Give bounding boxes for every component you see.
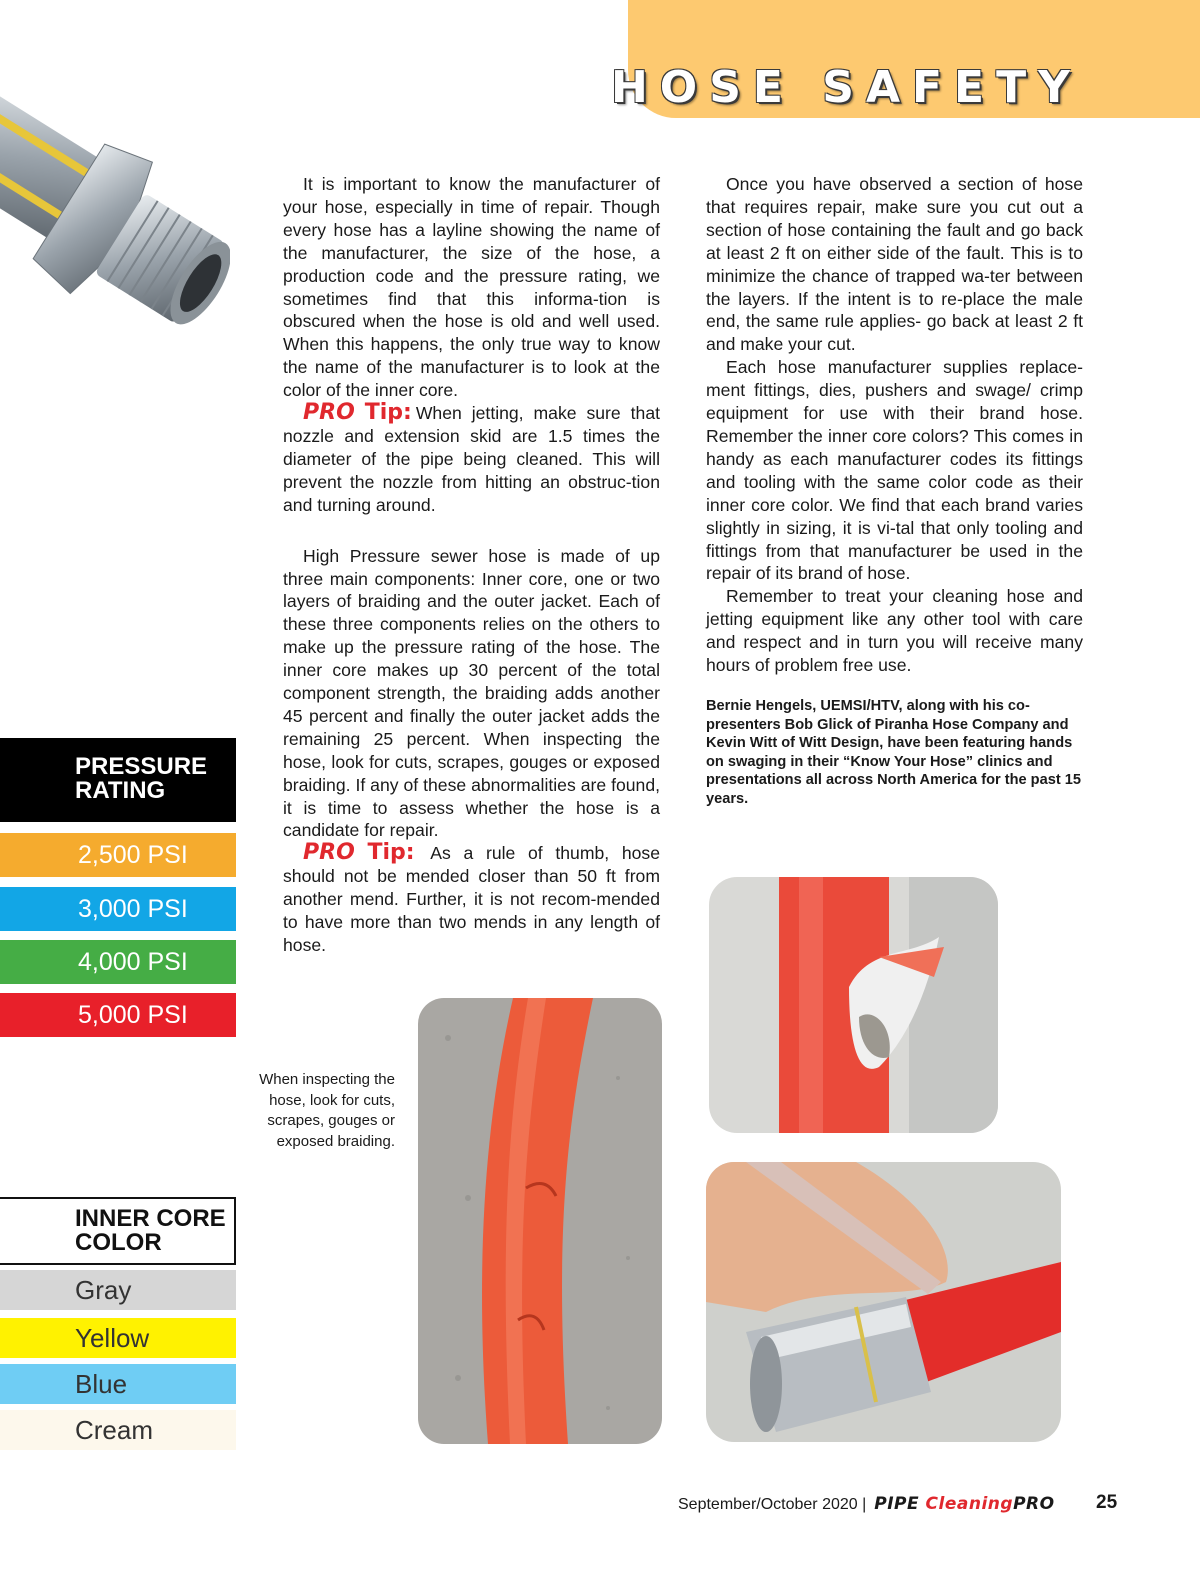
heading-line: RATING (75, 777, 166, 804)
pro-tip-mending (283, 842, 660, 957)
article-column-middle (283, 173, 660, 957)
core-row-yellow (0, 1318, 236, 1358)
heading-line: PRESSURE (75, 753, 208, 780)
issue-date: September/October 2020 | (678, 1496, 867, 1513)
psi-row-3000 (0, 887, 236, 931)
spacer (283, 517, 660, 545)
psi-label: 4,000 PSI (78, 947, 188, 976)
inner-core-color-heading (0, 1197, 236, 1265)
page-footer (678, 1494, 1055, 1514)
tip-label: Tip: (364, 400, 412, 426)
pro-label: PRO (303, 400, 355, 426)
brand-pro: PRO (1013, 1494, 1055, 1514)
paragraph-manufacturer: It is important to know the manufacturer of your hose, especially in time of repair. Though every hose has a layline showing the name of the manufacturer, the size of the hose, a production code and the pressure rating, we sometimes find that this informa-tion is obscured when the hose is old and well used. When this happens, the only true way to know the name of the manufacturer is to look at the color of the inner core. (283, 174, 660, 401)
heading-line: COLOR (75, 1229, 162, 1256)
tip-text: As a rule of thumb, hose should not be mended closer than 50 ft from another mend. Further, it is not recom-mended to have more than two mends in any length of hose. (283, 843, 660, 955)
tip-label: Tip: (367, 840, 415, 866)
core-row-blue (0, 1364, 236, 1404)
brand-pipe: PIPE (874, 1494, 920, 1514)
paragraph-care: Remember to treat your cleaning hose and jetting equipment like any other tool with care and respect and in turn you will receive many hours of problem free use. (706, 586, 1083, 676)
heading-line: INNER CORE (75, 1205, 226, 1232)
core-row-cream (0, 1410, 236, 1450)
psi-row-5000 (0, 993, 236, 1037)
header-tab (610, 0, 1200, 118)
article-column-right (706, 173, 1083, 809)
pro-tip-jetting (283, 402, 660, 517)
marking-hose-photo (706, 1162, 1061, 1442)
magazine-brand (874, 1494, 1054, 1514)
pressure-rating-heading (0, 738, 236, 822)
worn-hose-photo (418, 998, 662, 1444)
paragraph-fittings: Each hose manufacturer supplies replace-ment fittings, dies, pushers and swage/ crimp equipment for use with their brand hose. Remember the inner core colors? This comes in handy as each manufacturer codes its fittings and tooling with the same color code as their inner core color. We find that each brand varies slightly in sizing, it is vi-tal that only tooling and fittings from that manufacturer be used in the repair of its brand of hose. (706, 357, 1083, 584)
psi-row-4000 (0, 940, 236, 984)
core-label: Cream (75, 1414, 154, 1445)
section-title: HOSE SAFETY (610, 62, 1082, 113)
psi-row-2500 (0, 833, 236, 877)
page-number: 25 (1096, 1492, 1118, 1513)
photo-caption: When inspecting the hose, look for cuts, scrapes, gouges or exposed braiding. (259, 1071, 395, 1151)
core-row-gray (0, 1270, 236, 1310)
core-label: Yellow (75, 1322, 150, 1353)
psi-label: 2,500 PSI (78, 840, 188, 869)
psi-label: 3,000 PSI (78, 894, 188, 923)
paragraph-components: High Pressure sewer hose is made of up three main components: Inner core, one or two layers of braiding and the outer jacket. Each of these three components relies on the others to make up the pressure rating of the hose. The inner core makes up 30 percent of the total component strength, the braiding adds another 45 percent and finally the outer jacket adds the remaining 25 percent. When inspecting the hose, look for cuts, scrapes, gouges or exposed braiding. If any of these abnormalities are found, it is time to assess whether the hose is a candidate for repair. (283, 545, 660, 841)
author-bio: Bernie Hengels, UEMSI/HTV, along with his co-presenters Bob Glick of Piranha Hose Company and Kevin Witt of Witt Design, have been featuring hands on swaging in their “Know Your Hose” clinics and presentations all across North America for the past 15 years. (706, 697, 1081, 807)
core-label: Gray (75, 1274, 132, 1305)
split-hose-photo (709, 877, 998, 1133)
core-label: Blue (75, 1368, 128, 1399)
psi-label: 5,000 PSI (78, 1000, 188, 1029)
brand-cleaning: Cleaning (925, 1494, 1014, 1514)
paragraph-cut-out: Once you have observed a section of hose that requires repair, make sure you cut out a section of hose containing the fault and go back at least 2 ft on either side of the fault. This is to minimize the chance of trapped wa-ter between the layers. If the intent is to re-place the male end, the same rule applies- go back at least 2 ft and make your cut. (706, 174, 1083, 355)
hose-fitting-photo (0, 80, 230, 380)
tip-text: When jetting, make sure that nozzle and extension skid are 1.5 times the diameter of the pipe being cleaned. This will prevent the nozzle from hitting an obstruc-tion and turning around. (283, 403, 660, 515)
pro-label: PRO (303, 840, 355, 866)
